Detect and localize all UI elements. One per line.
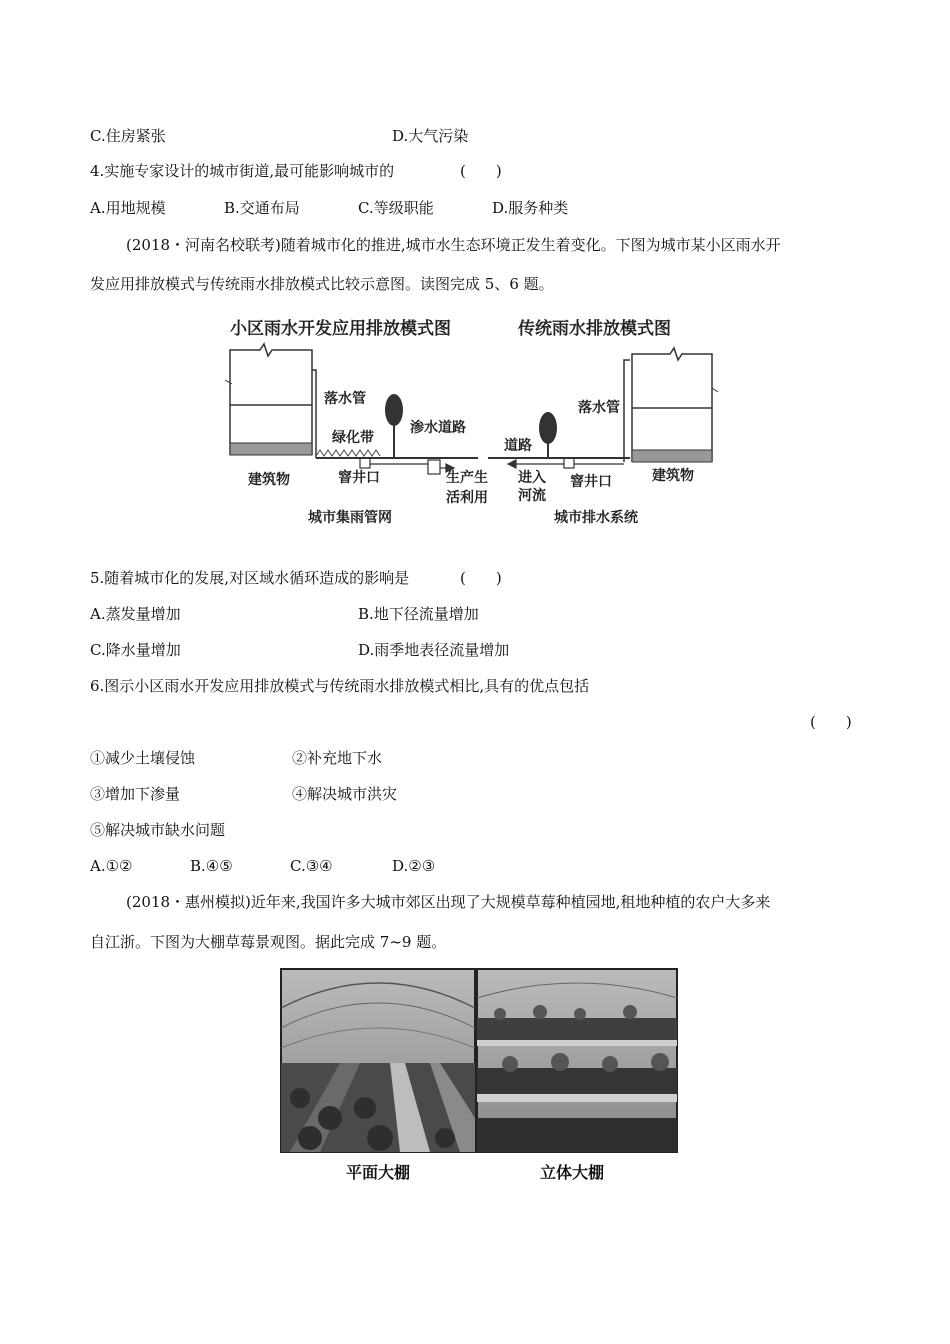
right-downpipe <box>624 360 630 462</box>
q6-option-c: C.③④ <box>290 857 333 875</box>
q5-stem: 5.随着城市化的发展,对区域水循环造成的影响是 <box>90 569 410 587</box>
vertical-greenhouse-label: 立体大棚 <box>540 1163 605 1182</box>
q6-statement-1: ①减少土壤侵蚀 <box>90 749 196 767</box>
q4-stem: 4.实施专家设计的城市街道,最可能影响城市的 <box>90 162 395 180</box>
intro-paragraph-1-line-2: 发应用排放模式与传统雨水排放模式比较示意图。读图完成 5、6 题。 <box>90 275 554 293</box>
q6-answer-paren: ( ) <box>810 713 852 731</box>
q6-option-b: B.④⑤ <box>190 857 233 875</box>
q4-option-c: C.等级职能 <box>358 199 434 217</box>
right-building-label: 建筑物 <box>652 468 694 484</box>
road-label: 道路 <box>504 438 532 454</box>
q5-option-b: B.地下径流量增加 <box>358 605 479 623</box>
reuse-label-line-2: 活利用 <box>446 490 488 506</box>
right-manhole-label: 窨井口 <box>570 474 612 490</box>
q6-statement-5: ⑤解决城市缺水问题 <box>90 821 226 839</box>
q6-option-a: A.①② <box>90 857 133 875</box>
q4-option-d: D.服务种类 <box>492 199 569 217</box>
left-building-shape <box>225 344 312 455</box>
intro-paragraph-2-line-2: 自江浙。下图为大棚草莓景观图。据此完成 7~9 题。 <box>90 933 447 951</box>
q4-option-b: B.交通布局 <box>224 199 300 217</box>
greenhouse-photos <box>280 968 678 1154</box>
river-label-line-2: 河流 <box>518 488 546 504</box>
right-downpipe-label: 落水管 <box>578 400 620 416</box>
q5-answer-paren: ( ) <box>460 569 502 587</box>
intro-paragraph-1-line-1: (2018・河南名校联考)随着城市化的推进,城市水生态环境正发生着变化。下图为城市某小区雨水开 <box>126 236 781 254</box>
q6-stem: 6.图示小区雨水开发应用排放模式与传统雨水排放模式相比,具有的优点包括 <box>90 677 590 695</box>
right-building-shape <box>632 348 718 462</box>
flat-greenhouse-photo <box>281 969 475 1152</box>
q5-option-c: C.降水量增加 <box>90 641 181 659</box>
q6-statement-3: ③增加下渗量 <box>90 785 181 803</box>
q6-statement-4: ④解决城市洪灾 <box>292 785 398 803</box>
green-belt-label: 绿化带 <box>332 430 374 446</box>
rainwater-diagram <box>220 310 740 535</box>
right-diagram-title: 传统雨水排放模式图 <box>518 319 671 339</box>
q6-option-d: D.②③ <box>392 857 436 875</box>
vertical-greenhouse-photo <box>477 969 677 1152</box>
q4-answer-paren: ( ) <box>460 162 502 180</box>
left-building-label: 建筑物 <box>248 472 290 488</box>
right-drain-pipe <box>508 458 624 468</box>
left-downpipe-label: 落水管 <box>324 391 366 407</box>
reuse-label-line-1: 生产生 <box>446 470 488 486</box>
left-tree-icon <box>385 394 403 458</box>
permeable-road-label: 渗水道路 <box>410 420 466 436</box>
river-label-line-1: 进入 <box>518 470 546 486</box>
right-tree-icon <box>539 412 557 458</box>
green-belt-shape <box>316 450 380 456</box>
intro-paragraph-2-line-1: (2018・惠州模拟)近年来,我国许多大城市郊区出现了大规模草莓种植园地,租地种植的农户大多来 <box>126 893 771 911</box>
q3-option-d: D.大气污染 <box>392 127 469 145</box>
q4-option-a: A.用地规模 <box>90 199 166 217</box>
q3-option-c: C.住房紧张 <box>90 127 166 145</box>
left-diagram-caption: 城市集雨管网 <box>308 510 392 526</box>
left-diagram-title: 小区雨水开发应用排放模式图 <box>230 319 451 339</box>
q5-option-a: A.蒸发量增加 <box>90 605 181 623</box>
q5-option-d: D.雨季地表径流量增加 <box>358 641 510 659</box>
left-manhole-label: 窨井口 <box>338 470 380 486</box>
q6-statement-2: ②补充地下水 <box>292 749 383 767</box>
right-diagram-caption: 城市排水系统 <box>554 510 638 526</box>
flat-greenhouse-label: 平面大棚 <box>346 1163 411 1182</box>
